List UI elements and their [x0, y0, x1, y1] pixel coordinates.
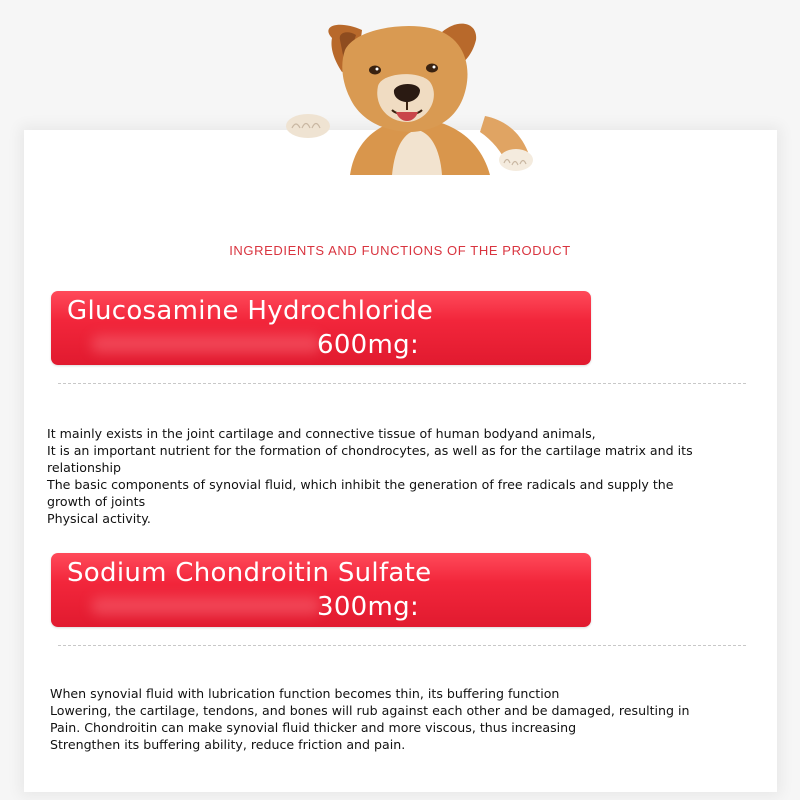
description-line: It is an important nutrient for the formation of chondrocytes, as well as for the cartilage matrix and its [47, 443, 693, 458]
banner-blur [91, 335, 321, 353]
ingredient-dose: 600mg: [317, 330, 420, 360]
description-line: It mainly exists in the joint cartilage and connective tissue of human bodyand animals, [47, 426, 596, 441]
description-line: Pain. Chondroitin can make synovial fluid thicker and more viscous, thus increasing [50, 720, 577, 735]
ingredient-dose: 300mg: [317, 592, 420, 622]
description-line: Lowering, the cartilage, tendons, and bones will rub against each other and be damaged, resulting in [50, 703, 690, 718]
ingredient-banner-chondroitin [51, 553, 591, 627]
description-line: growth of joints [47, 494, 146, 509]
ingredient-description-glucosamine [47, 425, 767, 527]
description-line: relationship [47, 460, 122, 475]
dashed-divider [58, 383, 746, 384]
description-line: Physical activity. [47, 511, 151, 526]
ingredient-banner-glucosamine [51, 291, 591, 365]
section-title: INGREDIENTS AND FUNCTIONS OF THE PRODUCT [229, 243, 571, 258]
ingredient-name: Sodium Chondroitin Sulfate [67, 558, 432, 588]
description-line: Strengthen its buffering ability, reduce friction and pain. [50, 737, 406, 752]
description-line: When synovial fluid with lubrication function becomes thin, its buffering function [50, 686, 560, 701]
banner-blur [91, 597, 321, 615]
ingredient-name: Glucosamine Hydrochloride [67, 296, 434, 326]
dog-image [280, 20, 550, 175]
description-line: The basic components of synovial fluid, which inhibit the generation of free radicals and supply the [47, 477, 674, 492]
ingredient-description-chondroitin [50, 685, 770, 753]
dashed-divider [58, 645, 746, 646]
